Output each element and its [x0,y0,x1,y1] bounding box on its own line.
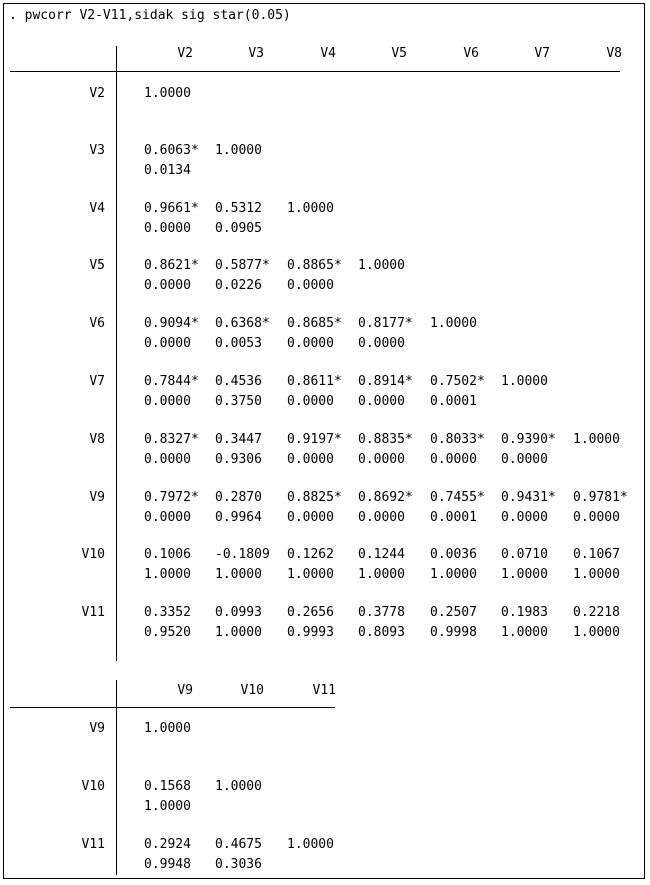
significance-level: 1.0000 [501,567,548,582]
row-label: V11 [81,605,105,620]
correlation-coefficient: 0.8621* [144,258,199,273]
correlation-coefficient: 0.3352 [144,605,191,620]
correlation-coefficient: 0.3778 [358,605,405,620]
correlation-coefficient: -0.1809 [215,547,270,562]
correlation-coefficient: 0.7455* [430,490,485,505]
significance-level: 0.0000 [358,394,405,409]
row-label: V11 [81,837,105,852]
correlation-coefficient: 1.0000 [501,374,548,389]
correlation-coefficient: 0.1006 [144,547,191,562]
block1-header-rule [10,71,620,72]
block1-stub-rule [116,46,117,661]
significance-level: 0.0000 [358,510,405,525]
correlation-coefficient: 0.7844* [144,374,199,389]
significance-level: 1.0000 [215,625,262,640]
correlation-coefficient: 0.9431* [501,490,556,505]
column-header: V8 [606,46,622,61]
column-header: V9 [177,683,193,698]
correlation-coefficient: 0.0993 [215,605,262,620]
column-header: V5 [391,46,407,61]
column-header: V4 [320,46,336,61]
significance-level: 0.0134 [144,163,191,178]
significance-level: 0.0000 [287,452,334,467]
correlation-coefficient: 1.0000 [287,837,334,852]
correlation-coefficient: 0.8835* [358,432,413,447]
correlation-coefficient: 0.8914* [358,374,413,389]
correlation-coefficient: 1.0000 [144,86,191,101]
row-label: V8 [89,432,105,447]
row-label: V6 [89,316,105,331]
column-header: V7 [534,46,550,61]
significance-level: 0.9993 [287,625,334,640]
command-line: . pwcorr V2-V11,sidak sig star(0.05) [9,8,291,23]
row-label: V9 [89,490,105,505]
correlation-coefficient: 0.8611* [287,374,342,389]
correlation-coefficient: 0.5312 [215,201,262,216]
significance-level: 0.9520 [144,625,191,640]
column-header: V11 [312,683,336,698]
significance-level: 1.0000 [430,567,477,582]
correlation-coefficient: 1.0000 [573,432,620,447]
significance-level: 0.0000 [287,394,334,409]
significance-level: 0.0001 [430,510,477,525]
row-label: V10 [81,779,105,794]
significance-level: 0.0000 [144,394,191,409]
significance-level: 1.0000 [215,567,262,582]
correlation-coefficient: 0.5877* [215,258,270,273]
correlation-coefficient: 0.4675 [215,837,262,852]
significance-level: 0.0053 [215,336,262,351]
correlation-coefficient: 0.7972* [144,490,199,505]
row-label: V3 [89,143,105,158]
significance-level: 1.0000 [573,625,620,640]
correlation-coefficient: 0.1983 [501,605,548,620]
column-header: V6 [463,46,479,61]
correlation-coefficient: 0.9781* [573,490,628,505]
block2-stub-rule [116,680,117,875]
significance-level: 0.0000 [430,452,477,467]
correlation-coefficient: 0.4536 [215,374,262,389]
correlation-coefficient: 0.8177* [358,316,413,331]
significance-level: 0.9964 [215,510,262,525]
correlation-coefficient: 1.0000 [215,143,262,158]
block2-header-rule [10,707,335,708]
correlation-coefficient: 0.8327* [144,432,199,447]
correlation-coefficient: 0.1067 [573,547,620,562]
correlation-coefficient: 1.0000 [144,721,191,736]
significance-level: 0.0000 [144,278,191,293]
correlation-coefficient: 1.0000 [287,201,334,216]
correlation-coefficient: 0.8865* [287,258,342,273]
significance-level: 0.3036 [215,857,262,872]
significance-level: 0.3750 [215,394,262,409]
significance-level: 1.0000 [501,625,548,640]
correlation-coefficient: 1.0000 [215,779,262,794]
row-label: V5 [89,258,105,273]
correlation-coefficient: 0.0036 [430,547,477,562]
row-label: V9 [89,721,105,736]
significance-level: 0.0000 [573,510,620,525]
correlation-coefficient: 0.2924 [144,837,191,852]
row-label: V7 [89,374,105,389]
correlation-coefficient: 0.7502* [430,374,485,389]
correlation-coefficient: 0.1262 [287,547,334,562]
significance-level: 0.8093 [358,625,405,640]
significance-level: 0.0226 [215,278,262,293]
significance-level: 0.0000 [144,510,191,525]
correlation-coefficient: 0.2656 [287,605,334,620]
significance-level: 0.0000 [287,336,334,351]
correlation-coefficient: 0.3447 [215,432,262,447]
correlation-coefficient: 0.6063* [144,143,199,158]
row-label: V4 [89,201,105,216]
correlation-coefficient: 0.2870 [215,490,262,505]
row-label: V10 [81,547,105,562]
correlation-coefficient: 0.8685* [287,316,342,331]
significance-level: 0.0000 [501,452,548,467]
correlation-coefficient: 0.8692* [358,490,413,505]
significance-level: 1.0000 [287,567,334,582]
significance-level: 0.9306 [215,452,262,467]
significance-level: 0.0000 [144,452,191,467]
significance-level: 0.0000 [358,336,405,351]
significance-level: 0.0000 [287,510,334,525]
significance-level: 0.0000 [287,278,334,293]
column-header: V2 [177,46,193,61]
correlation-coefficient: 0.9390* [501,432,556,447]
column-header: V3 [248,46,264,61]
correlation-coefficient: 0.0710 [501,547,548,562]
significance-level: 0.0001 [430,394,477,409]
correlation-coefficient: 1.0000 [430,316,477,331]
row-label: V2 [89,86,105,101]
significance-level: 1.0000 [573,567,620,582]
significance-level: 1.0000 [358,567,405,582]
correlation-coefficient: 0.2218 [573,605,620,620]
correlation-coefficient: 0.1244 [358,547,405,562]
significance-level: 1.0000 [144,567,191,582]
correlation-coefficient: 0.6368* [215,316,270,331]
correlation-coefficient: 0.9661* [144,201,199,216]
correlation-coefficient: 0.9094* [144,316,199,331]
significance-level: 0.9998 [430,625,477,640]
correlation-coefficient: 0.9197* [287,432,342,447]
significance-level: 1.0000 [144,799,191,814]
correlation-coefficient: 0.8825* [287,490,342,505]
significance-level: 0.0000 [144,221,191,236]
correlation-coefficient: 0.1568 [144,779,191,794]
significance-level: 0.0000 [144,336,191,351]
correlation-coefficient: 1.0000 [358,258,405,273]
correlation-coefficient: 0.2507 [430,605,477,620]
significance-level: 0.0000 [501,510,548,525]
column-header: V10 [240,683,264,698]
significance-level: 0.0000 [358,452,405,467]
significance-level: 0.9948 [144,857,191,872]
correlation-coefficient: 0.8033* [430,432,485,447]
significance-level: 0.0905 [215,221,262,236]
